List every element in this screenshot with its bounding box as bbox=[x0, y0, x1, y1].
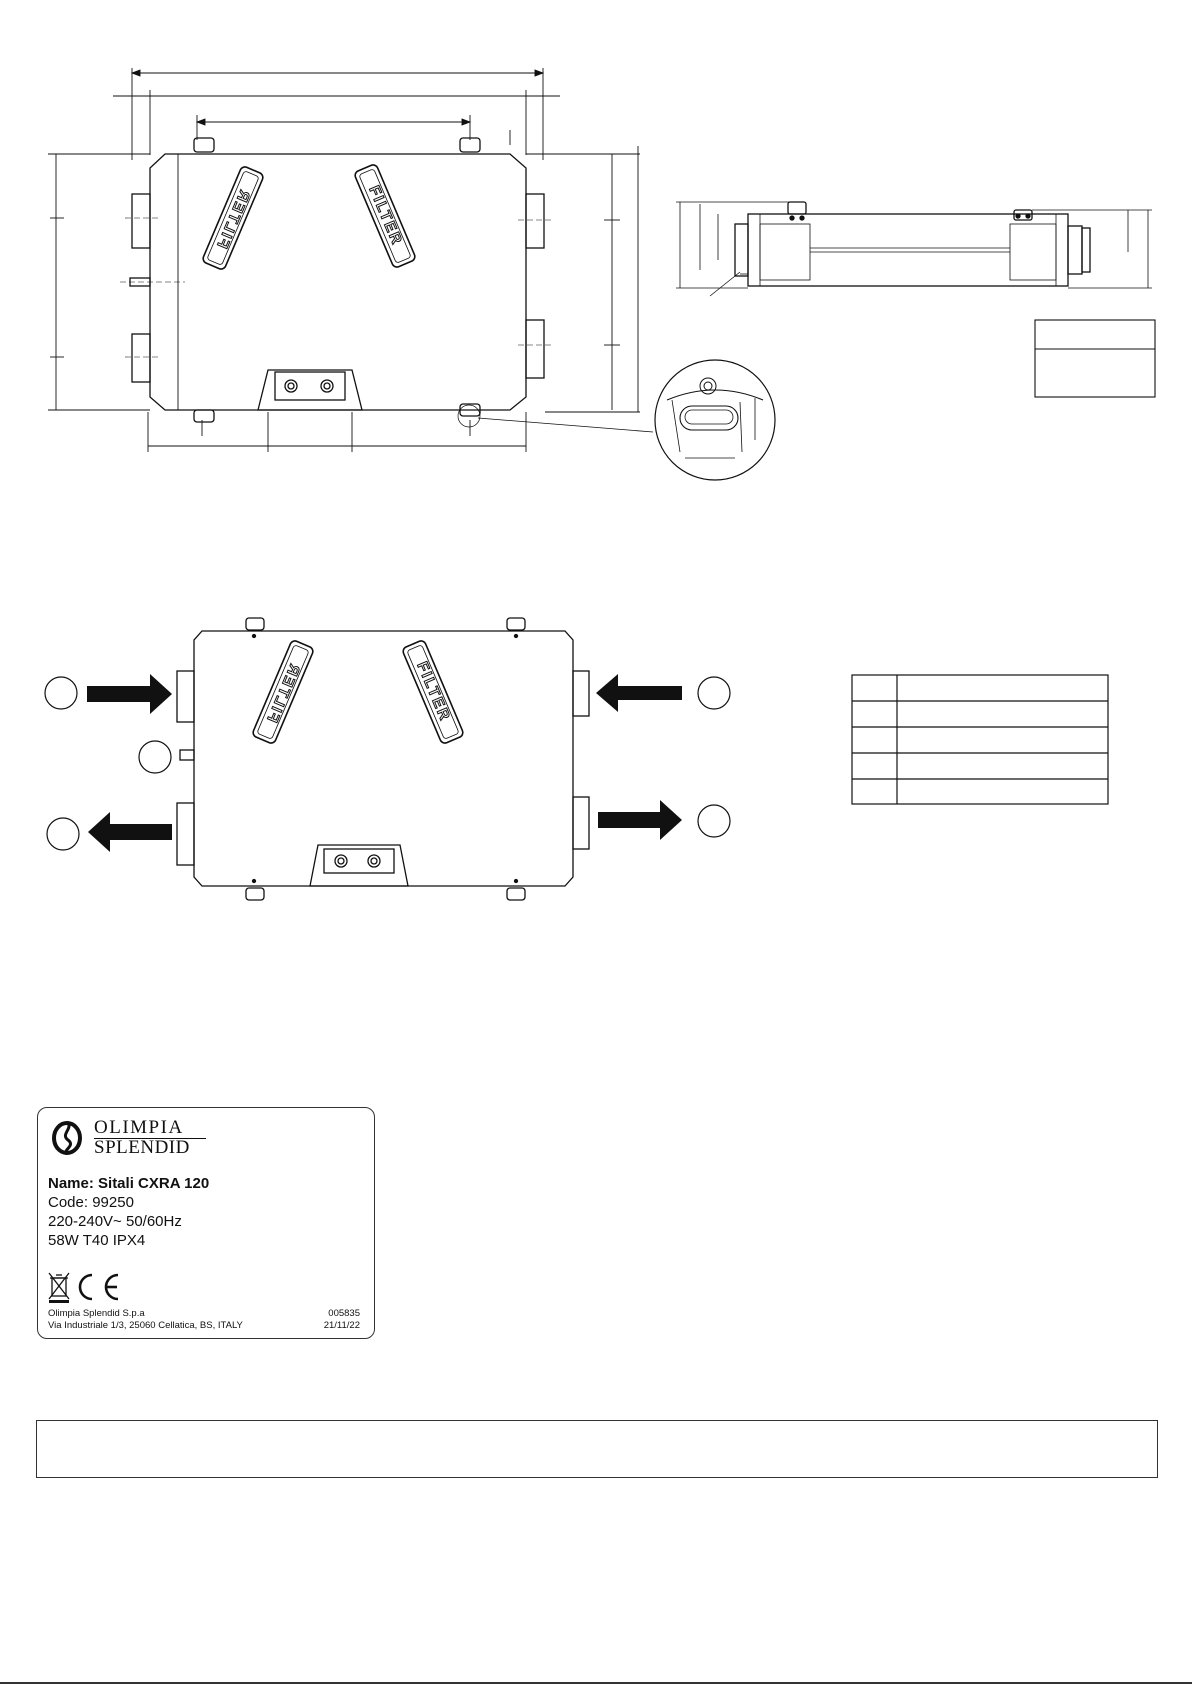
callout-3 bbox=[47, 818, 79, 850]
arrow-left-icon bbox=[88, 812, 172, 852]
callout-2 bbox=[139, 741, 171, 773]
callout-1 bbox=[45, 677, 77, 709]
arrow-right-icon bbox=[87, 674, 172, 714]
company-name: Olimpia Splendid S.p.a bbox=[48, 1308, 145, 1319]
top-view-unit bbox=[130, 138, 544, 427]
filter-text: FILTER bbox=[413, 659, 454, 725]
airflow-arrows bbox=[87, 674, 682, 852]
arrow-right-icon bbox=[598, 800, 682, 840]
rating-label bbox=[37, 1107, 375, 1339]
filter-text: FILTER bbox=[263, 659, 304, 725]
arrow-left-icon bbox=[596, 674, 682, 712]
serial-number: 005835 bbox=[328, 1308, 360, 1319]
side-view-unit bbox=[735, 202, 1090, 286]
product-name: Name: Sitali CXRA 120 bbox=[48, 1175, 210, 1192]
filter-text: FILTER bbox=[213, 185, 254, 251]
brand-line-2: SPLENDID bbox=[94, 1137, 190, 1158]
callout-4 bbox=[698, 677, 730, 709]
detail-view bbox=[478, 360, 775, 480]
olimpia-logo-icon bbox=[52, 1120, 84, 1156]
note-box bbox=[36, 1420, 1158, 1478]
company-address: Via Industriale 1/3, 25060 Cellatica, BS, ITALY bbox=[48, 1320, 243, 1331]
power-rating: 58W T40 IPX4 bbox=[48, 1232, 146, 1249]
product-code: Code: 99250 bbox=[48, 1194, 134, 1211]
info-table bbox=[1035, 320, 1155, 397]
voltage-rating: 220-240V~ 50/60Hz bbox=[48, 1213, 182, 1230]
brand-logo bbox=[52, 1118, 232, 1158]
top-view-dimensions bbox=[48, 68, 640, 452]
airflow-view-unit bbox=[177, 618, 589, 900]
brand-line-1: OLIMPIA bbox=[94, 1117, 184, 1138]
legend-table bbox=[852, 675, 1108, 804]
weee-bin-icon bbox=[49, 1273, 69, 1299]
callout-5 bbox=[698, 805, 730, 837]
compliance-marks bbox=[48, 1270, 138, 1304]
bottom-rule bbox=[0, 1682, 1192, 1684]
label-date: 21/11/22 bbox=[323, 1320, 360, 1331]
ce-mark-icon bbox=[80, 1275, 118, 1299]
filter-text: FILTER bbox=[365, 183, 406, 249]
